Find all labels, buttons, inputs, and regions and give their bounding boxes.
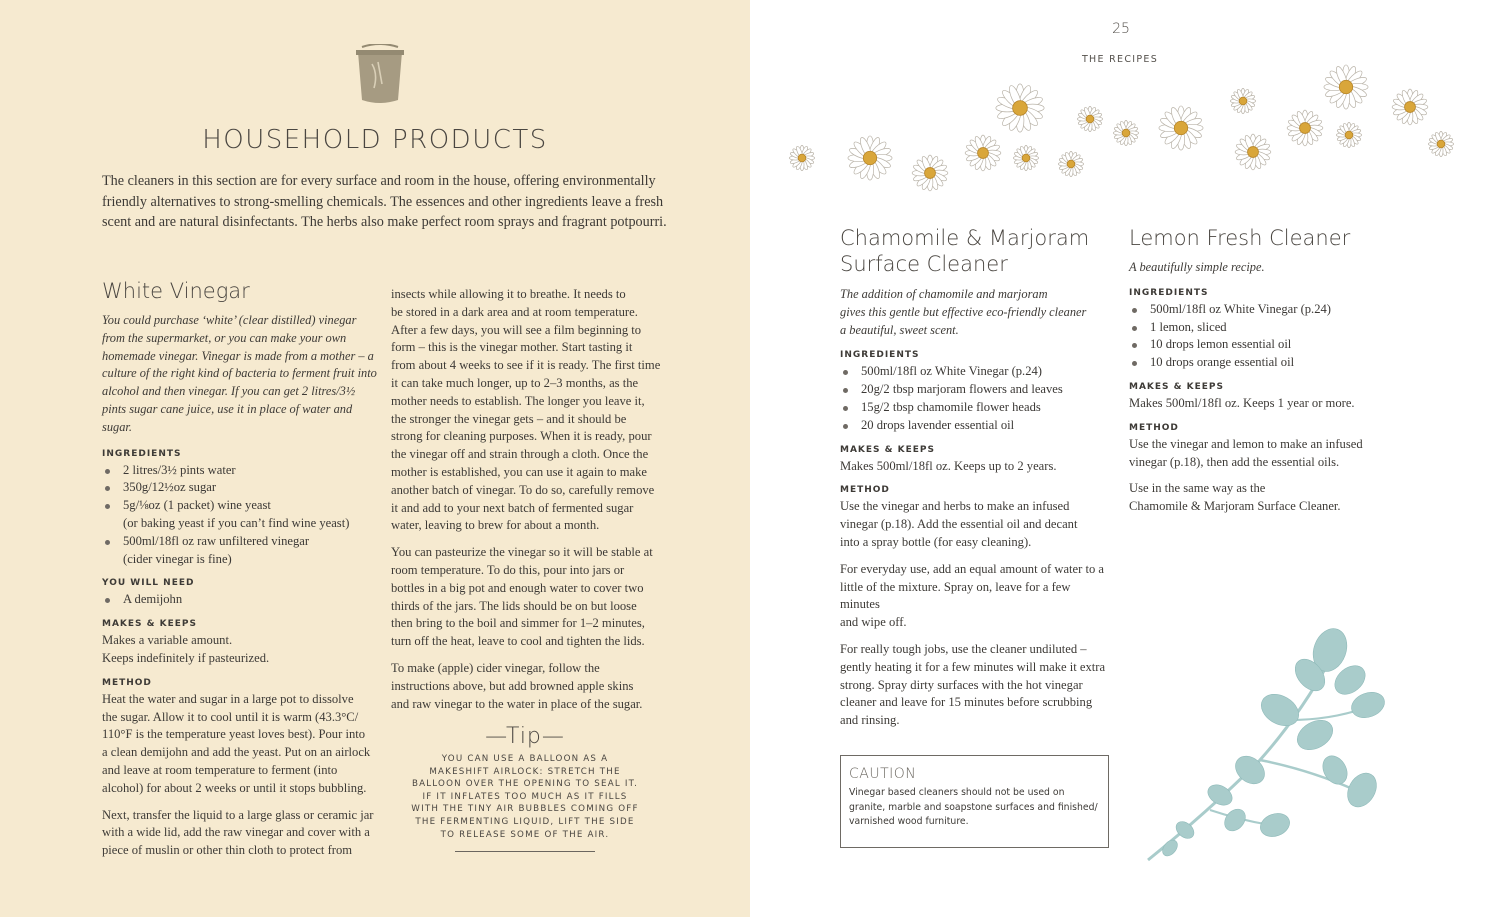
ingredient-subtext: (cider vinegar is fine): [123, 551, 232, 566]
method-line: form – this is the vinegar mother. Start tasting it: [391, 340, 633, 355]
chamomile-flower-icon: [1235, 134, 1271, 170]
bucket-icon: [352, 44, 408, 106]
list-item: 1 lemon, sliced: [1129, 319, 1389, 337]
method-line: piece of muslin or other thin cloth to protect from: [102, 843, 353, 858]
caution-line: granite, marble and soapstone surfaces and finished/: [849, 801, 1098, 813]
ingredients-label: INGREDIENTS: [840, 350, 920, 361]
intro-line: a beautiful, sweet scent.: [840, 322, 959, 337]
method-line: little of the mixture. Spray on, leave for a few minutes: [840, 579, 1071, 612]
method-line: with a wide lid, add the raw vinegar and cover with a: [102, 825, 370, 840]
tip-line: TO RELEASE SOME OF THE AIR.: [440, 829, 610, 840]
method-line: and raw vinegar to the water in place of the sugar.: [391, 696, 643, 711]
tip-line: YOU CAN USE A BALLOON AS A: [441, 754, 609, 764]
chamomile-flower-icon: [1077, 106, 1102, 131]
makes-keeps-text: Makes 500ml/18fl oz. Keeps up to 2 years.: [840, 458, 1057, 473]
tip-line: THE FERMENTING LIQUID, LIFT THE SIDE: [415, 816, 635, 827]
section-intro: [102, 171, 668, 233]
method-line: alcohol) for about 2 weeks or until it stops bubbling.: [102, 780, 367, 795]
list-item: 500ml/18fl oz White Vinegar (p.24): [840, 363, 1110, 381]
method-line: To make (apple) cider vinegar, follow the: [391, 660, 600, 675]
chamomile-flower-icon: [912, 155, 948, 191]
list-item: [102, 497, 377, 533]
white-vinegar-intro: [102, 312, 377, 437]
method-paragraph: [391, 660, 661, 713]
method-line: After a few days, you will see a film beginning to: [391, 322, 642, 337]
method-paragraph: [1129, 436, 1389, 472]
method-line: room temperature. To do this, pour into jars or: [391, 562, 625, 577]
method-line: For everyday use, add an equal amount of water to a: [840, 561, 1105, 576]
list-item: [102, 479, 377, 497]
tip-line: BALLOON OVER THE OPENING TO SEAL IT.: [411, 779, 639, 790]
method-line: into a spray bottle (for easy cleaning).: [840, 534, 1032, 549]
chamomile-flower-icon: [789, 145, 814, 170]
list-item: 500ml/18fl oz White Vinegar (p.24): [1129, 301, 1389, 319]
list-item: [102, 462, 377, 480]
caution-line: varnished wood furniture.: [849, 816, 969, 827]
method-line: thirds of the jars. The lids should be on but loose: [391, 598, 637, 613]
ingredients-list: [1129, 301, 1389, 372]
method-line: another batch of vinegar. To do so, carefully remove: [391, 482, 655, 497]
chamomile-flower-icon: [965, 135, 1001, 171]
method-label: METHOD: [1129, 422, 1179, 433]
page-number: 25: [1112, 21, 1130, 37]
white-vinegar-title: White Vinegar: [102, 279, 250, 303]
tip-box: [405, 724, 645, 852]
method-line: gently heating it for a few minutes will make it extra: [840, 659, 1106, 674]
method-line: bottles in a big pot and enough water to cover two: [391, 580, 644, 595]
chamomile-flower-icon: [1013, 145, 1038, 170]
list-item: 10 drops orange essential oil: [1129, 354, 1389, 372]
chamomile-flower-icon: [1336, 122, 1361, 147]
intro-line: alcohol and then vinegar. If you can get 2 litres/3½: [102, 384, 356, 399]
method-line: Heat the water and sugar in a large pot to dissolve: [102, 691, 354, 706]
intro-line: homemade vinegar. Vinegar is made from a mother – a: [102, 348, 374, 363]
intro-line: The cleaners in this section are for every surface and room in the house, offering environmentally: [102, 173, 656, 189]
caution-text: [849, 786, 1100, 830]
method-paragraph: [840, 641, 1110, 730]
tip-line: WITH THE TINY AIR BUBBLES COMING OFF: [411, 804, 639, 815]
makes-keeps-line: Keeps indefinitely if pasteurized.: [102, 650, 270, 665]
intro-line: The addition of chamomile and marjoram: [840, 287, 1048, 301]
method-line: the sugar. Allow it to cool until it is warm (43.3°C/: [102, 709, 359, 724]
tip-line: MAKESHIFT AIRLOCK: STRETCH THE: [429, 766, 621, 777]
chamomile-flower-icon: [848, 136, 892, 180]
method-line: You can pasteurize the vinegar so it will be stable at: [391, 545, 653, 560]
method-paragraph: [1129, 480, 1389, 516]
method-line: it can take much longer, up to 2–3 months, as the: [391, 375, 639, 390]
makes-keeps-label: MAKES & KEEPS: [840, 444, 935, 455]
makes-keeps-label: MAKES & KEEPS: [102, 619, 197, 630]
intro-line: You could purchase ‘white’ (clear distilled) vinegar: [102, 313, 357, 327]
section-title: HOUSEHOLD PRODUCTS: [202, 125, 548, 155]
makes-keeps-text: Makes 500ml/18fl oz. Keeps 1 year or more.: [1129, 395, 1355, 410]
intro-line: gives this gentle but effective eco-friendly cleaner: [840, 304, 1087, 319]
chamomile-flower-icon: [1159, 106, 1203, 150]
method-line: the stronger the vinegar gets – and it should be: [391, 411, 627, 426]
list-item: [102, 533, 377, 569]
list-item: A demijohn: [102, 591, 377, 609]
method-line: instructions above, but add browned apple skins: [391, 678, 634, 693]
chamomile-flower-icon: [996, 84, 1044, 132]
list-item: 20 drops lavender essential oil: [840, 417, 1110, 435]
makes-keeps-text: [102, 632, 377, 668]
chamomile-flower-icon: [1324, 65, 1368, 109]
method-line: Use in the same way as the: [1129, 481, 1266, 496]
method-line: 110°F is the temperature yeast loves best). Pour into: [102, 727, 366, 742]
method-line: For really tough jobs, use the cleaner undiluted –: [840, 641, 1087, 656]
caution-line: Vinegar based cleaners should not be used on: [849, 787, 1065, 798]
method-line: be stored in a dark area and at room temperature.: [391, 304, 638, 319]
method-line: vinegar (p.18), then add the essential oils.: [1129, 454, 1340, 469]
method-paragraph: [840, 498, 1110, 551]
method-line: it and add to your next batch of fermented sugar: [391, 500, 634, 515]
intro-line: friendly alternatives to strong-smelling chemicals. The essences and other ingredients leave a fresh: [102, 193, 664, 210]
intro-line: scent and are natural disinfectants. The herbs also make perfect room sprays and fragrant potpourri.: [102, 214, 667, 230]
method-line: water, leaving to brew for about a month.: [391, 518, 600, 533]
method-line: a clean demijohn and add the yeast. Put on an airlock: [102, 745, 371, 760]
method-line: the vinegar off and strain through a cloth. Once the: [391, 447, 649, 462]
tip-divider: [455, 851, 595, 852]
method-line: Use the vinegar and lemon to make an infused: [1129, 436, 1363, 451]
chamomile-flower-icon: [1058, 151, 1083, 176]
marjoram-sprig-illustration: [1140, 620, 1390, 865]
intro-line: from the supermarket, or you can make your own: [102, 330, 347, 345]
running-head: THE RECIPES: [1081, 54, 1159, 65]
ingredient-text: 2 litres/3½ pints water: [123, 462, 236, 477]
method-paragraph: [391, 544, 661, 651]
chamomile-flower-icon: [1428, 131, 1453, 156]
intro-line: culture of the right kind of bacteria to ferment fruit into: [102, 366, 377, 381]
intro-line: pints sugar cane juice, use it in place of water and sugar.: [102, 401, 353, 434]
method-line: cleaner and leave for 15 minutes before scrubbing: [840, 695, 1093, 710]
method-paragraph: [391, 286, 661, 535]
method-line: Chamomile & Marjoram Surface Cleaner.: [1129, 499, 1341, 514]
makes-keeps-line: Makes a variable amount.: [102, 633, 233, 648]
equipment-list: [102, 591, 377, 609]
method-line: Use the vinegar and herbs to make an infused: [840, 499, 1070, 514]
list-item: 15g/2 tbsp chamomile flower heads: [840, 399, 1110, 417]
white-vinegar-column-2: [391, 286, 661, 722]
chamomile-recipe-body: [840, 286, 1110, 739]
lemon-recipe-body: [1129, 259, 1389, 525]
method-line: then bring to the boil and simmer for 1–2 minutes,: [391, 616, 645, 631]
chamomile-flower-icon: [1392, 89, 1428, 125]
list-item: 20g/2 tbsp marjoram flowers and leaves: [840, 381, 1110, 399]
ingredient-subtext: (or baking yeast if you can’t find wine yeast): [123, 515, 350, 530]
method-line: and wipe off.: [840, 615, 907, 630]
method-line: vinegar (p.18). Add the essential oil and decant: [840, 517, 1078, 532]
chamomile-flowers-illustration: [780, 60, 1480, 200]
title-line: Chamomile & Marjoram: [840, 226, 1090, 250]
method-line: strong. Spray dirty surfaces with the hot vinegar: [840, 677, 1083, 692]
ingredients-list: [840, 363, 1110, 434]
ingredient-text: 350g/12½oz sugar: [123, 480, 217, 495]
method-line: and rinsing.: [840, 713, 900, 728]
method-paragraph: [102, 691, 377, 798]
chamomile-flower-icon: [1287, 110, 1323, 146]
makes-keeps-label: MAKES & KEEPS: [1129, 381, 1224, 392]
method-line: mother is established, you can use it again to make: [391, 464, 648, 479]
ingredients-label: INGREDIENTS: [102, 448, 182, 459]
method-line: strong for cleaning purposes. When it is ready, pour: [391, 429, 652, 444]
caution-title: CAUTION: [849, 766, 917, 782]
lemon-recipe-title: Lemon Fresh Cleaner: [1129, 226, 1351, 250]
tip-text: [405, 753, 645, 841]
white-vinegar-column-1: [102, 312, 377, 869]
list-item: 10 drops lemon essential oil: [1129, 336, 1389, 354]
caution-box: [840, 755, 1109, 848]
method-line: from about 4 weeks to see if it is ready. The first time: [391, 358, 661, 373]
method-line: mother needs to establish. The longer you leave it,: [391, 393, 645, 408]
chamomile-flower-icon: [1230, 88, 1255, 113]
method-label: METHOD: [102, 677, 152, 688]
tip-title: —Tip—: [485, 724, 565, 749]
method-line: Next, transfer the liquid to a large glass or ceramic jar: [102, 807, 374, 822]
method-label: METHOD: [840, 485, 890, 496]
ingredients-label: INGREDIENTS: [1129, 287, 1209, 298]
chamomile-recipe-title: [840, 225, 1089, 277]
chamomile-intro: [840, 286, 1110, 339]
method-paragraph: [102, 807, 377, 860]
chamomile-flower-icon: [1113, 120, 1138, 145]
method-paragraph: [840, 561, 1110, 632]
lemon-intro: A beautifully simple recipe.: [1129, 260, 1265, 274]
ingredient-text: 5g/⅛oz (1 packet) wine yeast: [123, 498, 271, 513]
title-line: Surface Cleaner: [840, 252, 1008, 276]
method-line: and leave at room temperature to ferment (into: [102, 762, 338, 777]
ingredient-text: 500ml/18fl oz raw unfiltered vinegar: [123, 533, 310, 548]
you-will-need-label: YOU WILL NEED: [102, 578, 195, 589]
tip-line: IF IT INFLATES TOO MUCH AS IT FILLS: [422, 791, 628, 802]
method-line: turn off the heat, leave to cool and tighten the lids.: [391, 634, 645, 649]
method-line: insects while allowing it to breathe. It needs to: [391, 287, 626, 301]
ingredients-list: [102, 462, 377, 569]
